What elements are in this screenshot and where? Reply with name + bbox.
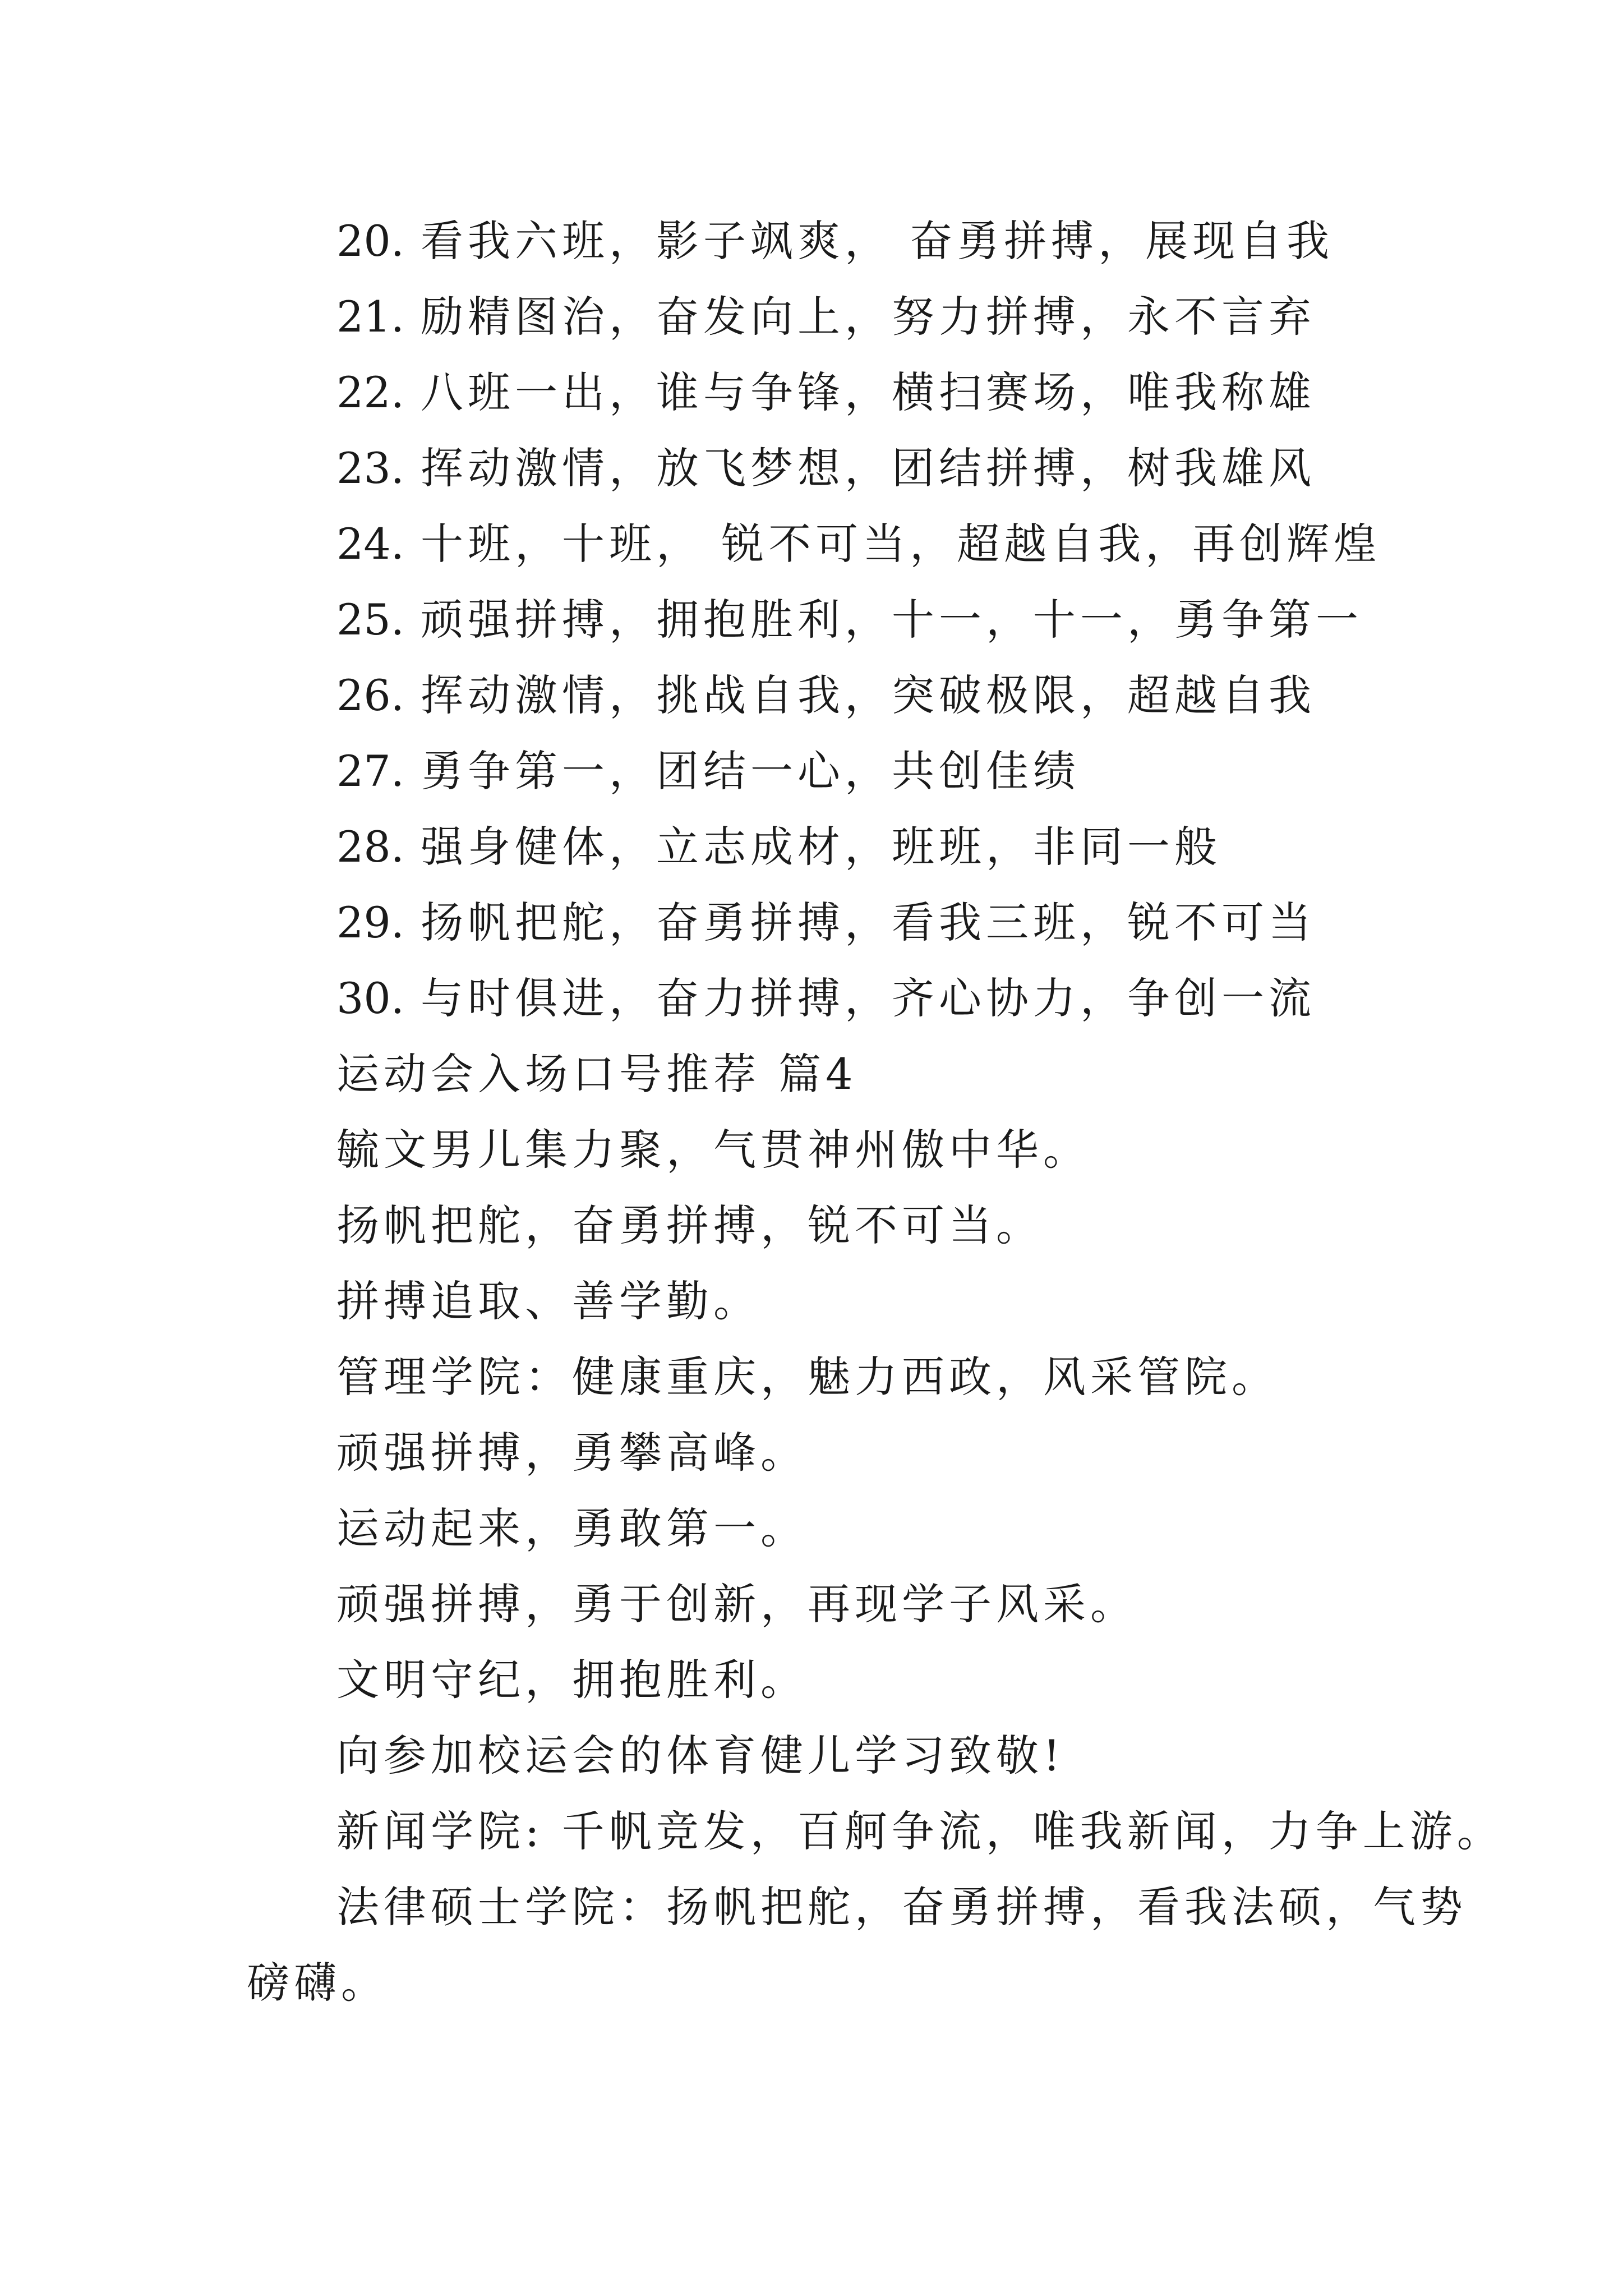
slogan-number: 24. xyxy=(336,519,404,569)
paragraph-line: 扬帆把舵，奋勇拼搏，锐不可当。 xyxy=(336,1200,1043,1250)
slogan-number: 22. xyxy=(336,367,404,417)
section-heading: 运动会入场口号推荐 篇4 xyxy=(336,1049,857,1099)
slogan-text: 顽强拼搏，拥抱胜利，十一，十一，勇争第一 xyxy=(421,595,1363,645)
slogan-line-29 xyxy=(336,898,1316,947)
paragraph-line: 文明守纪，拥抱胜利。 xyxy=(336,1655,808,1705)
slogan-number: 27. xyxy=(336,746,404,796)
slogan-text: 挥动激情，放飞梦想，团结拼搏，树我雄风 xyxy=(421,443,1316,493)
slogan-text: 励精图治，奋发向上，努力拼搏，永不言弃 xyxy=(421,292,1316,342)
slogan-line-30 xyxy=(336,973,1316,1023)
slogan-number: 30. xyxy=(336,973,404,1023)
slogan-line-28 xyxy=(336,822,1221,872)
slogan-text: 与时俱进，奋力拼搏，齐心协力，争创一流 xyxy=(421,973,1316,1023)
paragraph-line: 顽强拼搏，勇攀高峰。 xyxy=(336,1428,808,1478)
paragraph-line: 毓文男儿集力聚，气贯神州傲中华。 xyxy=(336,1125,1090,1175)
slogan-line-27 xyxy=(336,746,1080,796)
slogan-number: 29. xyxy=(336,898,404,947)
slogan-line-23 xyxy=(336,443,1316,493)
slogan-text: 十班，十班， 锐不可当，超越自我，再创辉煌 xyxy=(421,519,1381,569)
slogan-number: 26. xyxy=(336,670,404,720)
slogan-line-24 xyxy=(336,519,1381,569)
slogan-number: 28. xyxy=(336,822,404,872)
paragraph-line: 拼搏追取、善学勤。 xyxy=(336,1276,760,1326)
slogan-line-20 xyxy=(336,216,1334,266)
slogan-number: 25. xyxy=(336,595,404,645)
paragraph-line: 新闻学院: 千帆竞发，百舸争流，唯我新闻，力争上游。 xyxy=(336,1806,1504,1856)
paragraph-continuation: 磅礴。 xyxy=(247,1958,388,2008)
slogan-text: 八班一出，谁与争锋，横扫赛场，唯我称雄 xyxy=(421,367,1316,417)
slogan-number: 20. xyxy=(336,216,404,266)
slogan-line-22 xyxy=(336,367,1316,417)
slogan-line-26 xyxy=(336,670,1316,720)
paragraph-line: 运动起来，勇敢第一。 xyxy=(336,1503,808,1553)
slogan-text: 挥动激情，挑战自我，突破极限，超越自我 xyxy=(421,670,1316,720)
paragraph-line: 法律硕士学院：扬帆把舵，奋勇拼搏，看我法硕，气势 xyxy=(336,1882,1467,1932)
slogan-line-25 xyxy=(336,595,1363,645)
slogan-number: 21. xyxy=(336,292,404,342)
slogan-number: 23. xyxy=(336,443,404,493)
slogan-line-21 xyxy=(336,292,1316,342)
paragraph-line: 管理学院：健康重庆，魅力西政，风采管院。 xyxy=(336,1352,1279,1402)
paragraph-line: 向参加校运会的体育健儿学习致敬! xyxy=(336,1731,1065,1780)
slogan-text: 强身健体，立志成材，班班，非同一般 xyxy=(421,822,1221,872)
slogan-text: 看我六班，影子飒爽， 奋勇拼搏，展现自我 xyxy=(421,216,1334,266)
slogan-text: 扬帆把舵，奋勇拼搏，看我三班，锐不可当 xyxy=(421,898,1316,947)
slogan-text: 勇争第一，团结一心，共创佳绩 xyxy=(421,746,1080,796)
paragraph-line: 顽强拼搏，勇于创新，再现学子风采。 xyxy=(336,1579,1137,1629)
